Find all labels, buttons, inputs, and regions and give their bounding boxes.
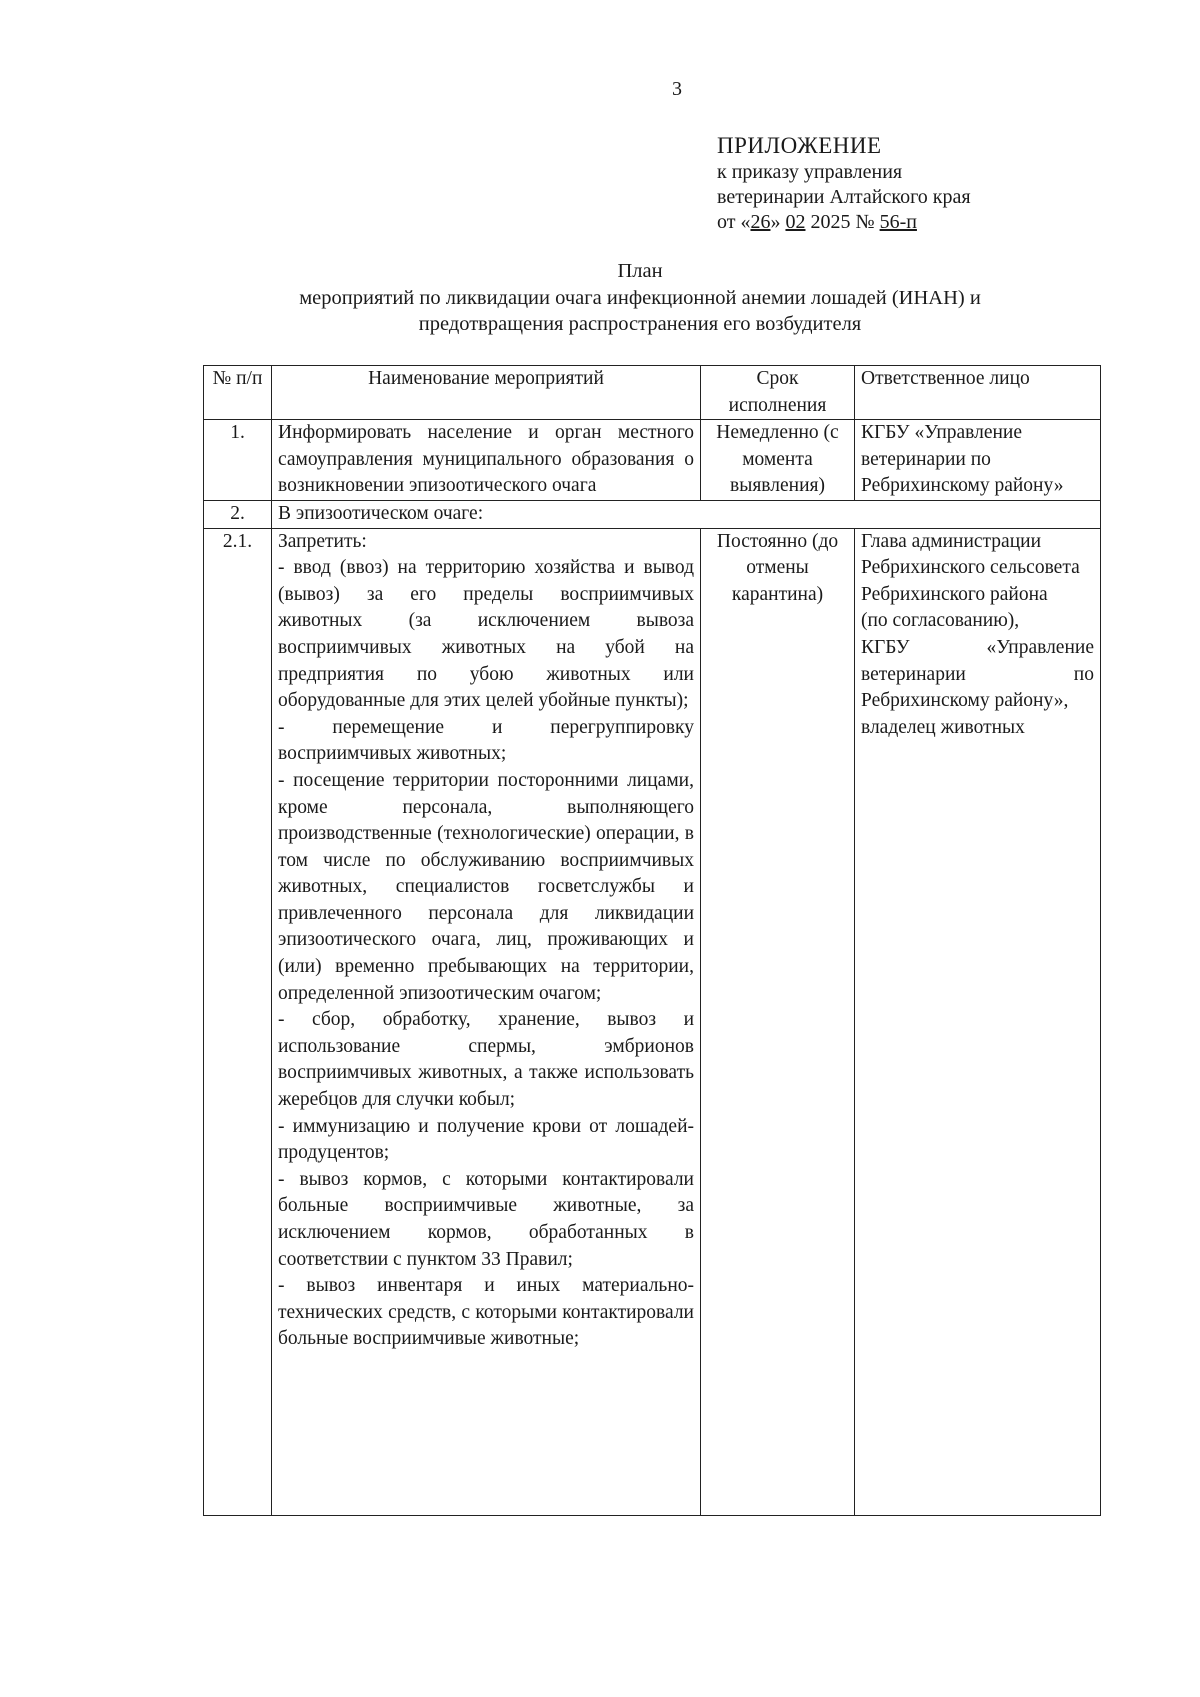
row-term: Постоянно (до отмены карантина) <box>701 528 855 1515</box>
order-month: 02 <box>785 211 806 233</box>
appendix-line-2: ветеринарии Алтайского края <box>717 186 971 208</box>
name-item: - вывоз инвентаря и иных материально-технических средств, с которыми контактировали больные восприимчивые животные; <box>278 1275 694 1350</box>
table-row <box>204 420 1101 501</box>
header-num: № п/п <box>204 366 272 420</box>
order-date-prefix: от « <box>717 211 751 233</box>
name-item: - иммунизацию и получение крови от лошадей-продуцентов; <box>278 1115 694 1164</box>
row-resp: КГБУ «Управление ветеринарии по Ребрихинскому району» <box>855 420 1101 501</box>
row-num: 1. <box>204 420 272 501</box>
name-item: - ввод (ввоз) на территорию хозяйства и вывод (вывоз) за его пределы восприимчивых животных (за исключением вывоза восприимчивых животных на убой на предприятия по убою животных или оборудованные для этих целей убойные пункты); <box>278 557 694 712</box>
row-num: 2. <box>204 500 272 528</box>
plan-title-line-3: предотвращения распространения его возбудителя <box>418 313 862 335</box>
plan-title-line-1: План <box>617 260 663 282</box>
table-row <box>204 528 1101 1515</box>
name-item: Запретить: <box>278 530 367 552</box>
resp-item: КГБУ «Управление ветеринарии по Ребрихинскому району», <box>861 636 1094 712</box>
appendix-block <box>717 132 971 235</box>
appendix-line-1: к приказу управления <box>717 161 903 183</box>
resp-item: Глава администрации Ребрихинского сельсовета Ребрихинского района <box>861 530 1080 605</box>
order-day: 26 <box>750 211 771 233</box>
name-item: - посещение территории посторонними лицами, кроме персонала, выполняющего производственные (технологические) операции, в том числе по обслуживанию восприимчивых животных, специалистов госветслужбы и привлеченного персонала для ликвидации эпизоотического очага, лиц, проживающих и (или) временно пребывающих на территории, определенной эпизоотическим очагом; <box>278 769 694 1004</box>
row-num: 2.1. <box>204 528 272 1515</box>
table-row <box>204 500 1101 528</box>
table-header-row <box>204 366 1101 420</box>
order-month-sep: » <box>770 211 786 233</box>
order-year-and-no: 2025 № <box>805 211 880 233</box>
name-item: - перемещение и перегруппировку восприимчивых животных; <box>278 716 694 765</box>
resp-item: владелец животных <box>861 716 1025 738</box>
plan-title <box>230 258 1050 338</box>
page-number: 3 <box>672 78 682 100</box>
name-item: - вывоз кормов, с которыми контактировали больные восприимчивые животные, за исключением кормов, обработанных в соответствии с пунктом 33 Правил; <box>278 1168 694 1270</box>
row-section-title: В эпизоотическом очаге: <box>272 500 1101 528</box>
resp-item: (по согласованию), <box>861 610 1020 632</box>
plan-table <box>203 365 1101 1516</box>
header-term: Срок исполнения <box>701 366 855 420</box>
row-resp <box>855 528 1101 1515</box>
appendix-order-line <box>717 210 971 235</box>
row-name <box>272 528 701 1515</box>
appendix-heading: ПРИЛОЖЕНИЕ <box>717 133 882 158</box>
plan-title-line-2: мероприятий по ликвидации очага инфекционной анемии лошадей (ИНАН) и <box>299 286 981 309</box>
header-name: Наименование мероприятий <box>272 366 701 420</box>
row-term: Немедленно (с момента выявления) <box>701 420 855 501</box>
header-resp: Ответственное лицо <box>855 366 1101 420</box>
row-name: Информировать население и орган местного самоуправления муниципального образования о возникновении эпизоотического очага <box>272 420 701 501</box>
order-number: 56-п <box>879 211 917 233</box>
name-item: - сбор, обработку, хранение, вывоз и использование спермы, эмбрионов восприимчивых животных, а также использовать жеребцов для случки кобыл; <box>278 1009 694 1111</box>
